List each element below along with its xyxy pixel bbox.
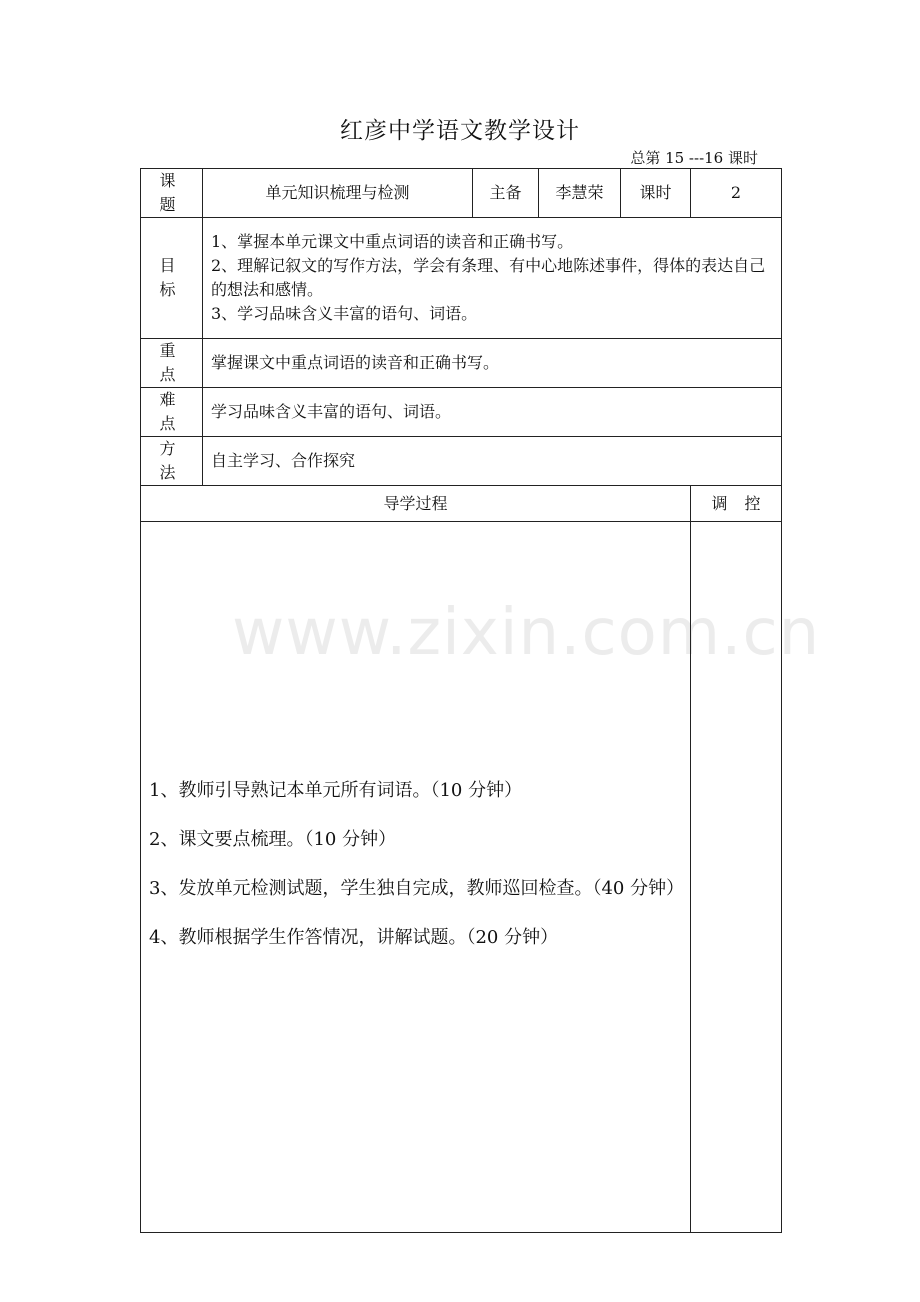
goal-item: 2、理解记叙文的写作方法，学会有条理、有中心地陈述事件，得体的表达自己的想法和感情。 <box>211 256 766 299</box>
process-header-row <box>141 486 782 522</box>
process-step: 3、发放单元检测试题，学生独自完成，教师巡回检查。（40 分钟） <box>149 878 685 899</box>
method-value: 自主学习、合作探究 <box>203 437 782 486</box>
process-step: 1、教师引导熟记本单元所有词语。（10 分钟） <box>149 780 523 801</box>
process-step: 2、课文要点梳理。（10 分钟） <box>149 829 397 850</box>
document-title: 红彦中学语文教学设计 <box>340 118 580 144</box>
goals-list <box>203 218 782 339</box>
difficulty-value: 学习品味含义丰富的语句、词语。 <box>203 388 782 437</box>
control-header: 调 控 <box>691 486 782 522</box>
topic-value: 单元知识梳理与检测 <box>203 169 473 218</box>
method-label: 方 法 <box>141 437 203 486</box>
key-label: 重 点 <box>141 339 203 388</box>
method-row <box>141 437 782 486</box>
lead-label: 主备 <box>473 169 539 218</box>
lesson-count: 总第 15 ---16 课时 <box>630 149 758 167</box>
lead-value: 李慧荣 <box>539 169 621 218</box>
key-value: 掌握课文中重点词语的读音和正确书写。 <box>203 339 782 388</box>
process-body-row <box>141 522 782 1233</box>
lesson-plan-table <box>140 168 782 1233</box>
goals-label: 目 标 <box>141 218 203 339</box>
process-step: 4、教师根据学生作答情况，讲解试题。（20 分钟） <box>149 927 559 948</box>
watermark: www.zixin.com.cn <box>232 596 821 670</box>
topic-label: 课 题 <box>141 169 203 218</box>
key-row <box>141 339 782 388</box>
goal-item: 1、掌握本单元课文中重点词语的读音和正确书写。 <box>211 232 574 251</box>
control-notes <box>691 522 782 1233</box>
hours-label: 课时 <box>621 169 691 218</box>
goals-row <box>141 218 782 339</box>
hours-value: 2 <box>691 169 782 218</box>
difficulty-row <box>141 388 782 437</box>
goal-item: 3、学习品味含义丰富的语句、词语。 <box>211 304 478 323</box>
process-header: 导学过程 <box>141 486 691 522</box>
difficulty-label: 难 点 <box>141 388 203 437</box>
process-steps <box>141 522 691 1233</box>
topic-row <box>141 169 782 218</box>
